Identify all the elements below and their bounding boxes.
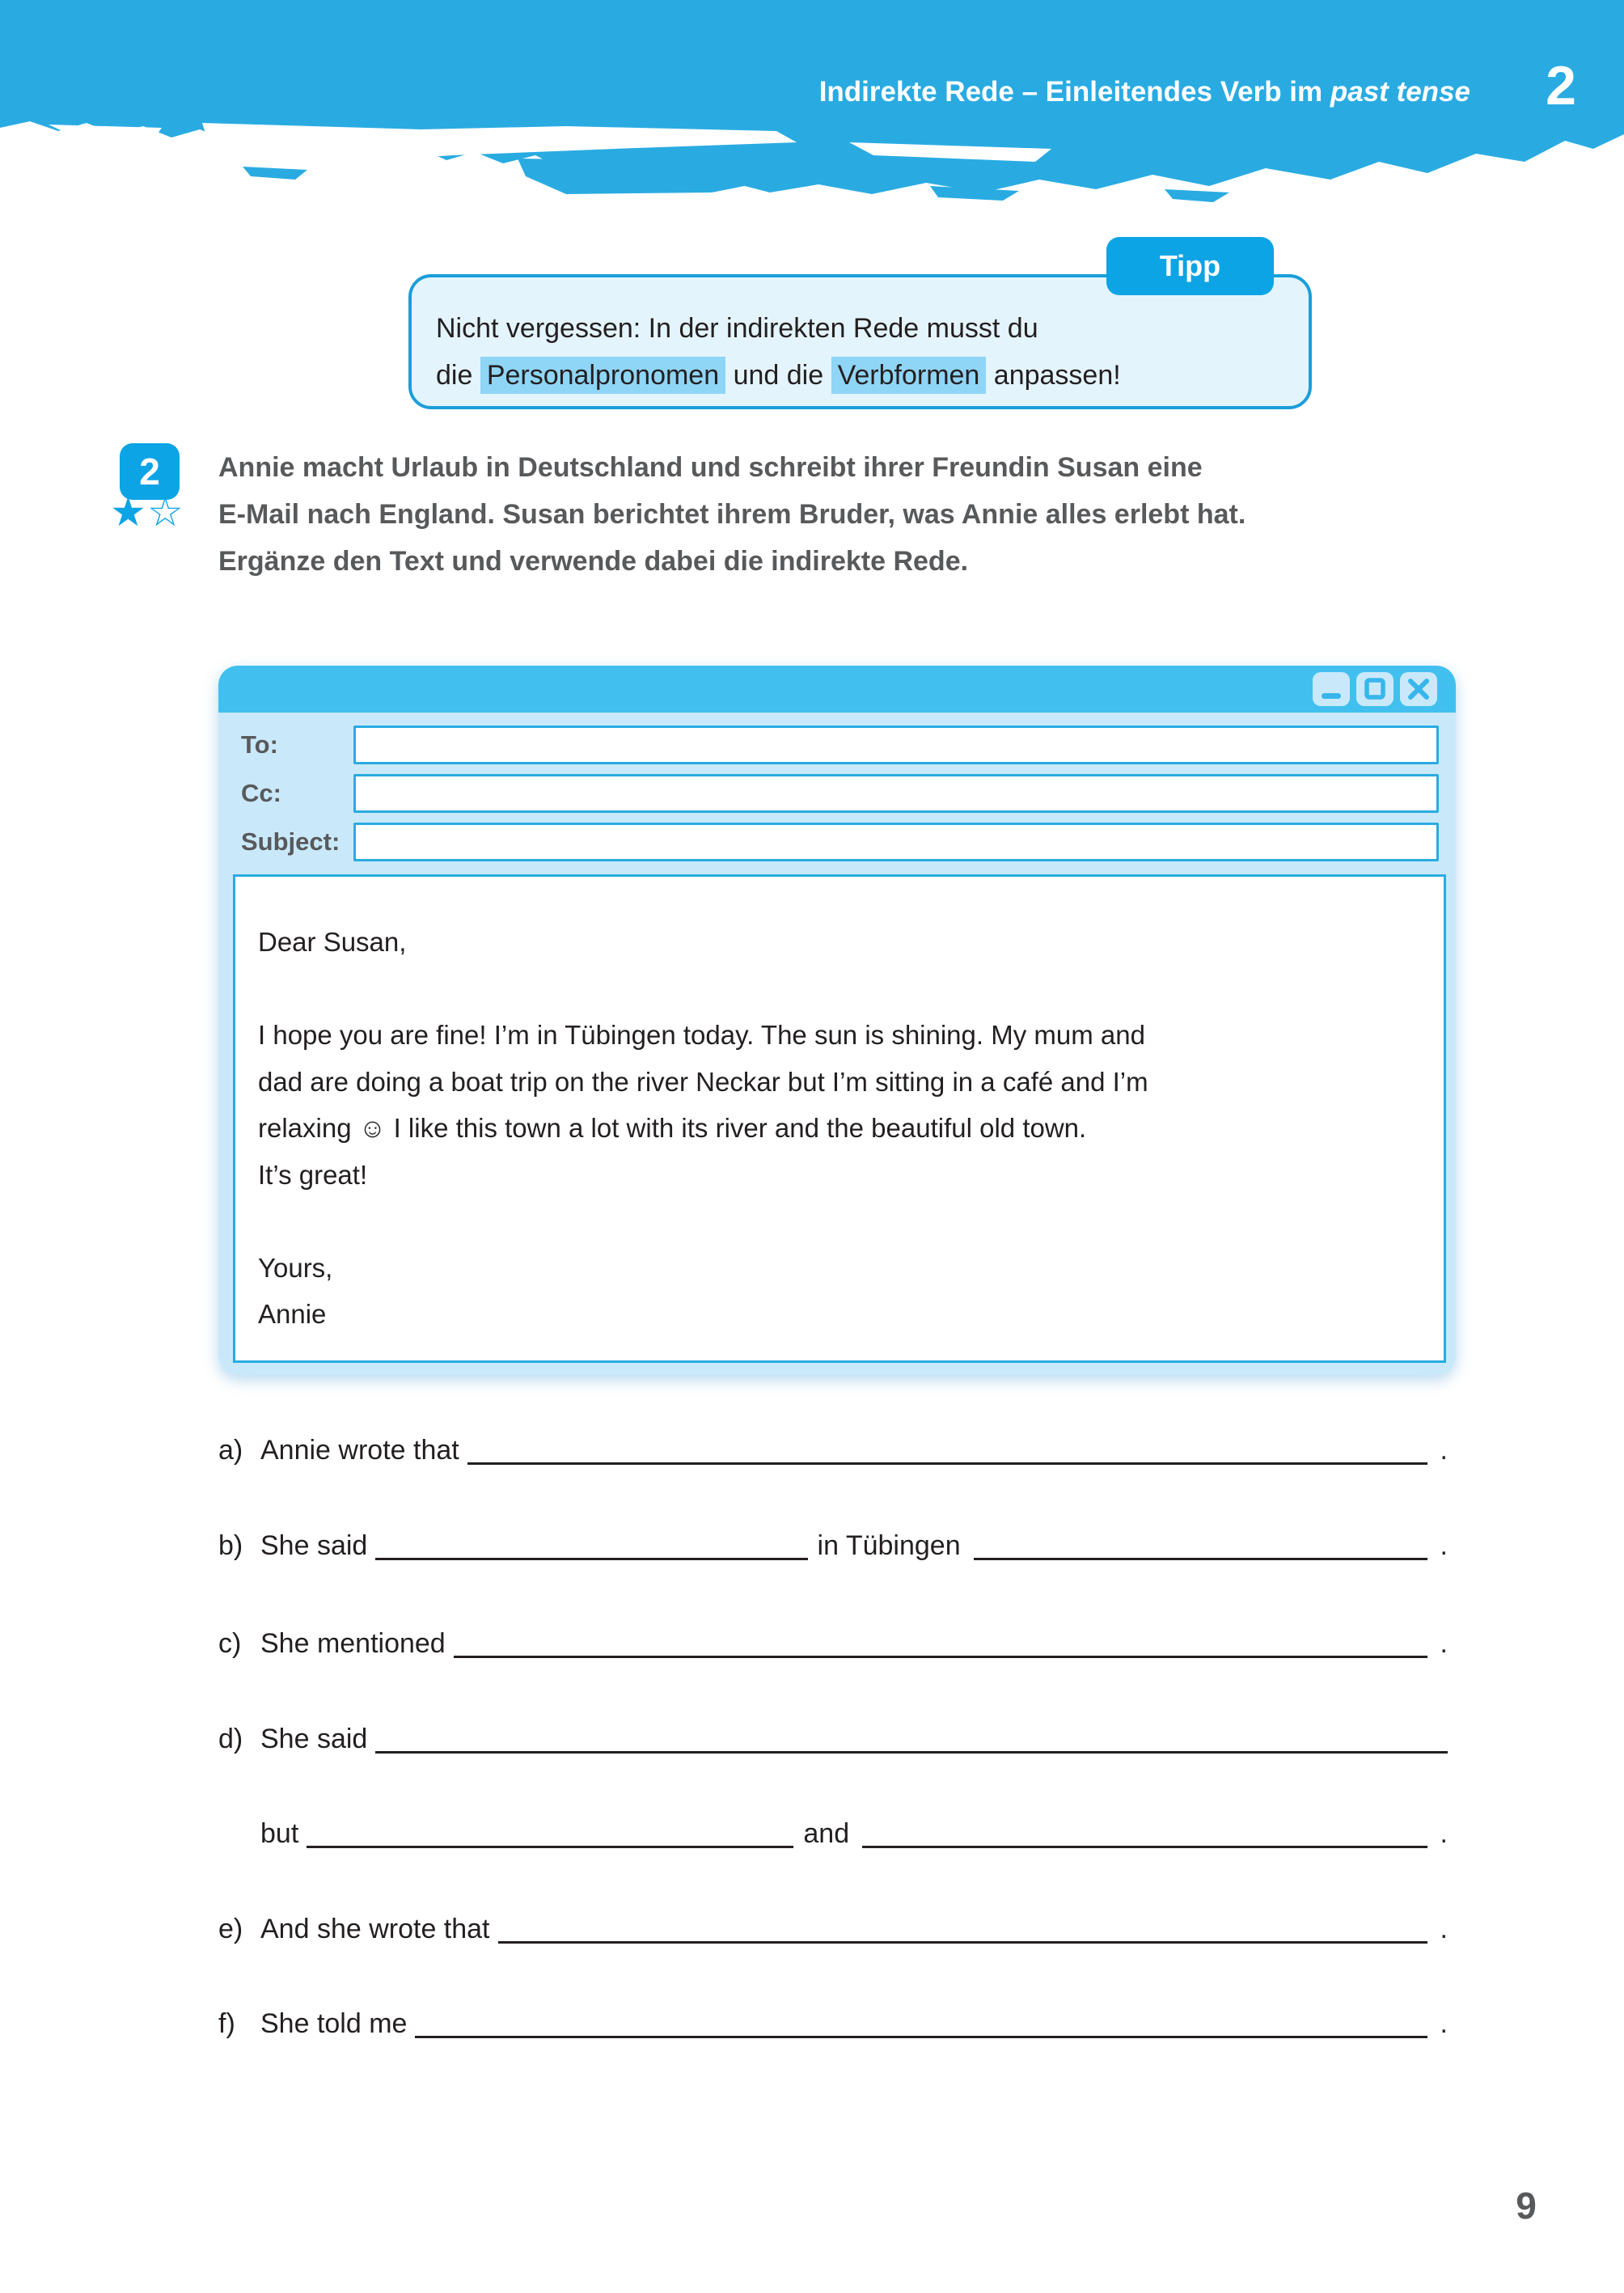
task-text: but [260,1818,299,1849]
task-row-d [218,1721,1448,1757]
task-period: . [1440,2008,1448,2039]
task-text: She mentioned [260,1628,446,1659]
instruction-line: Ergänze den Text und verwende dabei die indirekte Rede. [218,546,969,577]
page-title [819,76,1470,108]
minimize-icon [1319,678,1343,700]
to-label: To: [241,730,278,759]
page-number: 9 [1516,2185,1537,2227]
task-row-d-continued [218,1816,1448,1851]
answer-blank-b2[interactable] [974,1548,1427,1560]
exercise-instructions [218,444,1351,585]
task-mid-text: in Tübingen [817,1530,961,1561]
tip-line-2-pre: die [436,360,480,391]
answer-blank-f[interactable] [415,2026,1427,2038]
instruction-line: Annie macht Urlaub in Deutschland und schreibt ihrer Freundin Susan eine [218,452,1203,483]
instruction-line: E-Mail nach England. Susan berichtet ihrem Bruder, was Annie alles erlebt hat. [218,499,1246,530]
task-letter: e) [218,1914,243,1944]
task-period: . [1440,1435,1448,1466]
tip-line-2-post: anpassen! [986,360,1121,391]
tip-highlight-personalpronomen: Personalpronomen [480,357,725,394]
tip-highlight-verbformen: Verbformen [831,357,987,394]
exercise-number-badge: 2 [120,443,180,500]
answer-blank-b1[interactable] [375,1548,807,1560]
task-row-b [218,1528,1448,1563]
tip-label: Tipp [1106,237,1274,295]
close-button[interactable] [1400,672,1437,706]
tip-line-2 [436,352,1309,399]
email-window-titlebar [218,666,1456,713]
task-text: She said [260,1530,368,1561]
task-text: She told me [260,2008,408,2039]
answer-blank-c[interactable] [454,1646,1427,1658]
email-body [233,874,1446,1363]
minimize-button[interactable] [1313,672,1350,706]
email-body-line: It’s great! [258,1159,368,1190]
answer-blank-d[interactable] [375,1741,1448,1754]
task-row-f [218,2006,1448,2041]
subject-input[interactable] [353,823,1439,861]
task-period: . [1440,1530,1448,1561]
to-input[interactable] [353,726,1439,764]
task-mid-text: and [803,1818,850,1849]
maximize-icon [1363,678,1387,700]
task-text: And she wrote that [260,1914,490,1944]
star-outline-icon: ☆ [146,489,184,535]
cc-input[interactable] [353,774,1439,813]
task-text: Annie wrote that [260,1435,459,1466]
task-period: . [1440,1914,1448,1944]
email-body-line: relaxing ☺ I like this town a lot with its river and the beautiful old town. [258,1113,1087,1143]
answer-blank-d2-1[interactable] [307,1836,793,1848]
task-row-c [218,1626,1448,1661]
task-row-a [218,1432,1448,1468]
task-letter: d) [218,1724,243,1754]
answer-blank-d2-2[interactable] [862,1836,1427,1848]
close-icon [1406,678,1431,700]
email-body-line: Annie [258,1299,327,1329]
difficulty-stars [110,489,191,535]
task-letter: a) [218,1435,243,1466]
chapter-number: 2 [1546,55,1576,116]
task-letter: b) [218,1530,243,1561]
task-letter: f) [218,2008,235,2039]
email-body-line: dad are doing a boat trip on the river Neckar but I’m sitting in a café and I’m [258,1066,1148,1097]
task-letter: c) [218,1628,242,1659]
page-title-text: Indirekte Rede – Einleitendes Verb im [818,76,1330,108]
answer-blank-e[interactable] [498,1931,1427,1944]
maximize-button[interactable] [1356,672,1394,706]
tip-line-2-mid: und die [725,360,831,391]
task-text: She said [260,1724,368,1754]
task-period: . [1440,1628,1448,1659]
cc-label: Cc: [241,779,281,807]
tip-line-1: Nicht vergessen: In der indirekten Rede musst du [436,313,1038,344]
task-row-e [218,1911,1448,1947]
email-body-line: I hope you are fine! I’m in Tübingen today. The sun is shining. My mum and [258,1020,1145,1050]
subject-label: Subject: [241,827,340,856]
email-body-line [258,1198,1411,1245]
task-period: . [1440,1818,1448,1849]
email-window [218,666,1456,1375]
email-body-line: Dear Susan, [258,927,407,957]
email-body-line: Yours, [258,1252,333,1283]
star-filled-icon: ★ [110,489,147,535]
page-title-emphasis: past tense [1330,76,1470,108]
answer-blank-a[interactable] [467,1453,1427,1465]
email-body-line [258,966,1411,1013]
